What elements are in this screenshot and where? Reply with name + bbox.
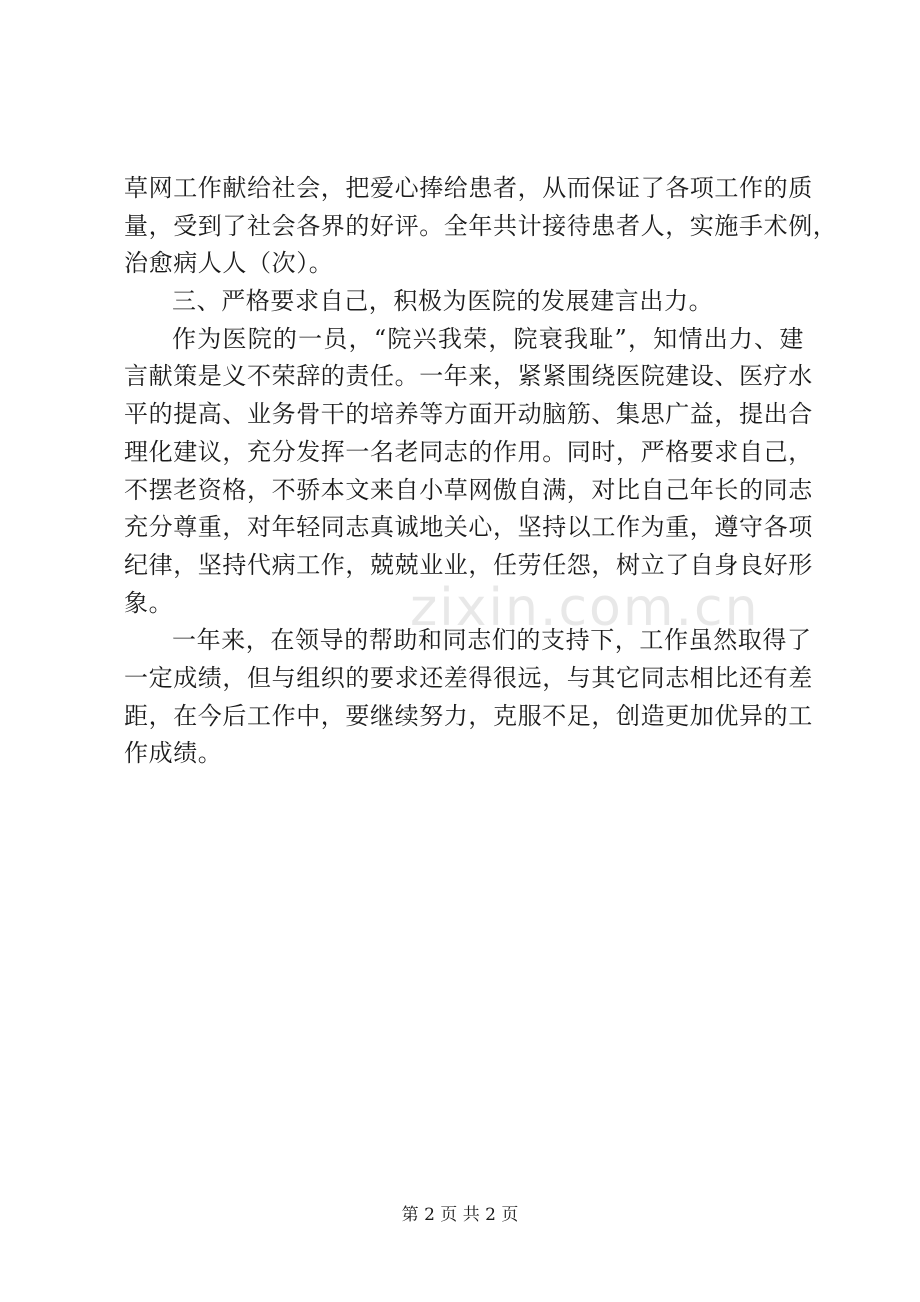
text-line: 言献策是义不荣辞的责任。一年来，紧紧围绕医院建设、医疗水 xyxy=(124,362,813,391)
document-body xyxy=(124,170,838,773)
text-line: 纪律，坚持代病工作，兢兢业业，任劳任怨，树立了自身良好形 xyxy=(124,550,813,579)
text-line: 草网工作献给社会，把爱心捧给患者，从而保证了各项工作的质 xyxy=(124,174,813,202)
text-line: 量，受到了社会各界的好评。全年共计接待患者人，实施手术例， xyxy=(124,211,838,240)
section-heading: 三、严格要求自己，积极为医院的发展建言出力。 xyxy=(172,287,714,316)
text-line: 象。 xyxy=(124,588,174,617)
text-line: 不摆老资格，不骄本文来自小草网傲自满，对比自己年长的同志 xyxy=(124,475,813,504)
text-line: 作为医院的一员，“院兴我荣，院衰我耻”，知情出力、建 xyxy=(172,324,804,353)
text-line: 治愈病人人（次）。 xyxy=(124,249,334,278)
text-line: 距，在今后工作中，要继续努力，克服不足，创造更加优异的工 xyxy=(124,701,813,730)
text-line: 平的提高、业务骨干的培养等方面开动脑筋、集思广益，提出合 xyxy=(124,400,813,429)
text-line: 一年来，在领导的帮助和同志们的支持下，工作虽然取得了 xyxy=(172,626,812,655)
page-footer: 第 2 页 共 2 页 xyxy=(401,1205,519,1225)
text-line: 充分尊重，对年轻同志真诚地关心，坚持以工作为重，遵守各项 xyxy=(124,513,813,542)
text-line: 一定成绩，但与组织的要求还差得很远，与其它同志相比还有差 xyxy=(124,663,813,692)
watermark: zixin.com.cn xyxy=(410,578,760,638)
text-line: 理化建议，充分发挥一名老同志的作用。同时，严格要求自己， xyxy=(124,437,813,466)
text-line: 作成绩。 xyxy=(124,739,223,768)
